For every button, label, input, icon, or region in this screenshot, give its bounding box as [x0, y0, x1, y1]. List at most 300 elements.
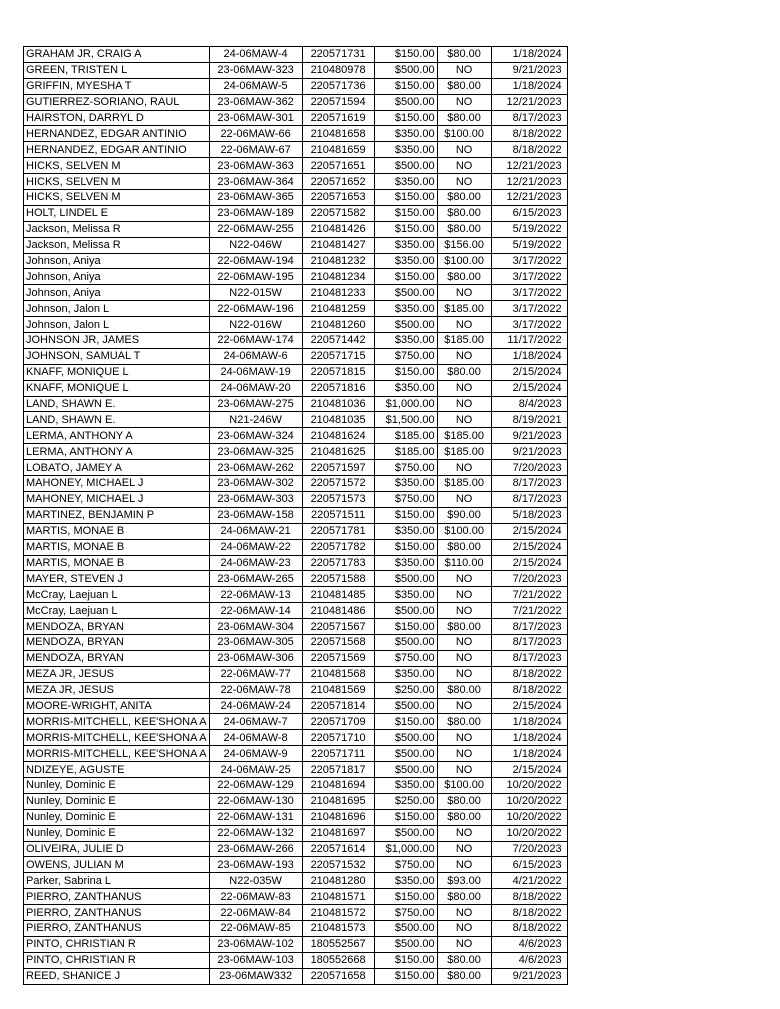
- date-cell: 1/18/2024: [491, 78, 567, 94]
- case-number-cell: 23-06MAW-324: [209, 428, 302, 444]
- case-number-cell: 23-06MAW-103: [209, 952, 302, 968]
- table-row: [24, 269, 568, 285]
- table-row: [24, 650, 568, 666]
- case-number-cell: 22-06MAW-13: [209, 587, 302, 603]
- date-cell: 8/17/2023: [491, 634, 567, 650]
- case-number-cell: 23-06MAW-262: [209, 460, 302, 476]
- name-cell: KNAFF, MONIQUE L: [24, 380, 210, 396]
- amount-cell: $750.00: [374, 491, 437, 507]
- table-row: [24, 158, 568, 174]
- account-number-cell: 220571653: [302, 190, 374, 206]
- case-number-cell: 23-06MAW-193: [209, 857, 302, 873]
- case-number-cell: 22-06MAW-130: [209, 793, 302, 809]
- amount-cell: $1,000.00: [374, 396, 437, 412]
- name-cell: MORRIS-MITCHELL, KEE'SHONA A: [24, 714, 210, 730]
- fee-cell: $90.00: [437, 507, 491, 523]
- case-number-cell: 22-06MAW-132: [209, 825, 302, 841]
- case-number-cell: 22-06MAW-195: [209, 269, 302, 285]
- case-number-cell: 24-06MAW-19: [209, 364, 302, 380]
- table-row: [24, 905, 568, 921]
- table-row: [24, 47, 568, 63]
- case-number-cell: N22-015W: [209, 285, 302, 301]
- date-cell: 7/21/2022: [491, 587, 567, 603]
- case-number-cell: 23-06MAW-158: [209, 507, 302, 523]
- table-row: [24, 603, 568, 619]
- name-cell: MARTIS, MONAE B: [24, 539, 210, 555]
- records-table: [23, 46, 568, 985]
- amount-cell: $500.00: [374, 746, 437, 762]
- case-number-cell: 23-06MAW-363: [209, 158, 302, 174]
- case-number-cell: 22-06MAW-84: [209, 905, 302, 921]
- case-number-cell: 22-06MAW-67: [209, 142, 302, 158]
- account-number-cell: 210481280: [302, 873, 374, 889]
- fee-cell: $80.00: [437, 539, 491, 555]
- account-number-cell: 210481568: [302, 666, 374, 682]
- case-number-cell: 23-06MAW-266: [209, 841, 302, 857]
- date-cell: 2/15/2024: [491, 364, 567, 380]
- account-number-cell: 210481624: [302, 428, 374, 444]
- amount-cell: $500.00: [374, 317, 437, 333]
- date-cell: 12/21/2023: [491, 190, 567, 206]
- account-number-cell: 210481697: [302, 825, 374, 841]
- amount-cell: $750.00: [374, 348, 437, 364]
- case-number-cell: 24-06MAW-21: [209, 523, 302, 539]
- account-number-cell: 220571597: [302, 460, 374, 476]
- table-row: [24, 253, 568, 269]
- table-row: [24, 444, 568, 460]
- amount-cell: $350.00: [374, 523, 437, 539]
- fee-cell: NO: [437, 285, 491, 301]
- date-cell: 2/15/2024: [491, 762, 567, 778]
- case-number-cell: 22-06MAW-174: [209, 333, 302, 349]
- case-number-cell: 23-06MAW-265: [209, 571, 302, 587]
- fee-cell: NO: [437, 317, 491, 333]
- account-number-cell: 220571573: [302, 491, 374, 507]
- fee-cell: $80.00: [437, 221, 491, 237]
- account-number-cell: 210481571: [302, 889, 374, 905]
- case-number-cell: 23-06MAW-362: [209, 94, 302, 110]
- table-row: [24, 587, 568, 603]
- case-number-cell: N21-246W: [209, 412, 302, 428]
- case-number-cell: 23-06MAW-325: [209, 444, 302, 460]
- amount-cell: $150.00: [374, 110, 437, 126]
- amount-cell: $500.00: [374, 936, 437, 952]
- amount-cell: $350.00: [374, 301, 437, 317]
- date-cell: 8/18/2022: [491, 126, 567, 142]
- table-row: [24, 825, 568, 841]
- table-row: [24, 412, 568, 428]
- name-cell: LERMA, ANTHONY A: [24, 428, 210, 444]
- amount-cell: $150.00: [374, 539, 437, 555]
- table-row: [24, 746, 568, 762]
- case-number-cell: 24-06MAW-8: [209, 730, 302, 746]
- fee-cell: NO: [437, 348, 491, 364]
- date-cell: 7/20/2023: [491, 571, 567, 587]
- case-number-cell: 22-06MAW-83: [209, 889, 302, 905]
- fee-cell: $100.00: [437, 523, 491, 539]
- amount-cell: $150.00: [374, 269, 437, 285]
- account-number-cell: 220571614: [302, 841, 374, 857]
- case-number-cell: 24-06MAW-4: [209, 47, 302, 63]
- table-row: [24, 507, 568, 523]
- account-number-cell: 210481260: [302, 317, 374, 333]
- date-cell: 8/18/2022: [491, 682, 567, 698]
- case-number-cell: N22-046W: [209, 237, 302, 253]
- date-cell: 10/20/2022: [491, 809, 567, 825]
- table-row: [24, 333, 568, 349]
- table-row: [24, 841, 568, 857]
- case-number-cell: N22-035W: [209, 873, 302, 889]
- fee-cell: NO: [437, 841, 491, 857]
- table-row: [24, 873, 568, 889]
- date-cell: 12/21/2023: [491, 94, 567, 110]
- date-cell: 7/20/2023: [491, 841, 567, 857]
- fee-cell: $80.00: [437, 110, 491, 126]
- table-row: [24, 936, 568, 952]
- date-cell: 8/18/2022: [491, 889, 567, 905]
- case-number-cell: 22-06MAW-85: [209, 920, 302, 936]
- name-cell: LAND, SHAWN E.: [24, 396, 210, 412]
- table-row: [24, 920, 568, 936]
- fee-cell: $80.00: [437, 682, 491, 698]
- amount-cell: $500.00: [374, 571, 437, 587]
- name-cell: MENDOZA, BRYAN: [24, 634, 210, 650]
- fee-cell: $80.00: [437, 78, 491, 94]
- name-cell: LOBATO, JAMEY A: [24, 460, 210, 476]
- fee-cell: NO: [437, 158, 491, 174]
- date-cell: 12/21/2023: [491, 158, 567, 174]
- date-cell: 8/17/2023: [491, 619, 567, 635]
- account-number-cell: 180552567: [302, 936, 374, 952]
- case-number-cell: 24-06MAW-7: [209, 714, 302, 730]
- name-cell: JOHNSON, SAMUAL T: [24, 348, 210, 364]
- name-cell: Johnson, Aniya: [24, 269, 210, 285]
- date-cell: 8/17/2023: [491, 650, 567, 666]
- date-cell: 1/18/2024: [491, 348, 567, 364]
- table-row: [24, 555, 568, 571]
- table-row: [24, 476, 568, 492]
- date-cell: 9/21/2023: [491, 428, 567, 444]
- account-number-cell: 210481572: [302, 905, 374, 921]
- table-row: [24, 190, 568, 206]
- table-row: [24, 126, 568, 142]
- table-row: [24, 221, 568, 237]
- date-cell: 8/18/2022: [491, 666, 567, 682]
- date-cell: 5/19/2022: [491, 237, 567, 253]
- fee-cell: NO: [437, 94, 491, 110]
- date-cell: 1/18/2024: [491, 746, 567, 762]
- date-cell: 9/21/2023: [491, 444, 567, 460]
- name-cell: GUTIERREZ-SORIANO, RAUL: [24, 94, 210, 110]
- fee-cell: $80.00: [437, 47, 491, 63]
- name-cell: OLIVEIRA, JULIE D: [24, 841, 210, 857]
- table-row: [24, 460, 568, 476]
- amount-cell: $500.00: [374, 825, 437, 841]
- table-row: [24, 62, 568, 78]
- name-cell: Johnson, Jalon L: [24, 317, 210, 333]
- account-number-cell: 220571814: [302, 698, 374, 714]
- case-number-cell: 23-06MAW-301: [209, 110, 302, 126]
- fee-cell: $185.00: [437, 444, 491, 460]
- amount-cell: $500.00: [374, 603, 437, 619]
- fee-cell: $80.00: [437, 619, 491, 635]
- amount-cell: $350.00: [374, 666, 437, 682]
- account-number-cell: 220571815: [302, 364, 374, 380]
- amount-cell: $1,500.00: [374, 412, 437, 428]
- name-cell: MORRIS-MITCHELL, KEE'SHONA A: [24, 730, 210, 746]
- account-number-cell: 210481569: [302, 682, 374, 698]
- date-cell: 12/21/2023: [491, 174, 567, 190]
- name-cell: OWENS, JULIAN M: [24, 857, 210, 873]
- account-number-cell: 220571715: [302, 348, 374, 364]
- amount-cell: $750.00: [374, 650, 437, 666]
- case-number-cell: 24-06MAW-9: [209, 746, 302, 762]
- name-cell: MENDOZA, BRYAN: [24, 650, 210, 666]
- name-cell: HERNANDEZ, EDGAR ANTINIO: [24, 126, 210, 142]
- table-row: [24, 142, 568, 158]
- fee-cell: $185.00: [437, 428, 491, 444]
- case-number-cell: 22-06MAW-194: [209, 253, 302, 269]
- name-cell: Johnson, Jalon L: [24, 301, 210, 317]
- table-row: [24, 237, 568, 253]
- account-number-cell: 220571532: [302, 857, 374, 873]
- fee-cell: NO: [437, 920, 491, 936]
- case-number-cell: 23-06MAW332: [209, 968, 302, 984]
- account-number-cell: 210481232: [302, 253, 374, 269]
- date-cell: 5/19/2022: [491, 221, 567, 237]
- name-cell: Johnson, Aniya: [24, 253, 210, 269]
- amount-cell: $350.00: [374, 873, 437, 889]
- fee-cell: $80.00: [437, 952, 491, 968]
- amount-cell: $150.00: [374, 190, 437, 206]
- fee-cell: NO: [437, 460, 491, 476]
- date-cell: 9/21/2023: [491, 62, 567, 78]
- account-number-cell: 210481426: [302, 221, 374, 237]
- name-cell: Nunley, Dominic E: [24, 793, 210, 809]
- amount-cell: $150.00: [374, 47, 437, 63]
- name-cell: McCray, Laejuan L: [24, 587, 210, 603]
- fee-cell: NO: [437, 62, 491, 78]
- date-cell: 3/17/2022: [491, 285, 567, 301]
- name-cell: GRAHAM JR, CRAIG A: [24, 47, 210, 63]
- table-row: [24, 396, 568, 412]
- case-number-cell: 24-06MAW-6: [209, 348, 302, 364]
- table-row: [24, 285, 568, 301]
- fee-cell: $100.00: [437, 253, 491, 269]
- name-cell: MARTIS, MONAE B: [24, 555, 210, 571]
- amount-cell: $150.00: [374, 889, 437, 905]
- date-cell: 9/21/2023: [491, 968, 567, 984]
- date-cell: 7/21/2022: [491, 603, 567, 619]
- account-number-cell: 210481695: [302, 793, 374, 809]
- table-row: [24, 698, 568, 714]
- table-row: [24, 730, 568, 746]
- date-cell: 3/17/2022: [491, 253, 567, 269]
- date-cell: 10/20/2022: [491, 793, 567, 809]
- case-number-cell: 22-06MAW-196: [209, 301, 302, 317]
- account-number-cell: 180552668: [302, 952, 374, 968]
- account-number-cell: 210481035: [302, 412, 374, 428]
- case-number-cell: 22-06MAW-131: [209, 809, 302, 825]
- name-cell: Jackson, Melissa R: [24, 237, 210, 253]
- amount-cell: $350.00: [374, 333, 437, 349]
- date-cell: 8/17/2023: [491, 491, 567, 507]
- fee-cell: $100.00: [437, 777, 491, 793]
- fee-cell: $80.00: [437, 889, 491, 905]
- amount-cell: $750.00: [374, 905, 437, 921]
- name-cell: MAHONEY, MICHAEL J: [24, 491, 210, 507]
- amount-cell: $350.00: [374, 174, 437, 190]
- table-row: [24, 666, 568, 682]
- table-row: [24, 777, 568, 793]
- account-number-cell: 220571619: [302, 110, 374, 126]
- amount-cell: $350.00: [374, 142, 437, 158]
- name-cell: HICKS, SELVEN M: [24, 174, 210, 190]
- amount-cell: $500.00: [374, 94, 437, 110]
- name-cell: Johnson, Aniya: [24, 285, 210, 301]
- amount-cell: $185.00: [374, 428, 437, 444]
- account-number-cell: 210480978: [302, 62, 374, 78]
- table-row: [24, 619, 568, 635]
- fee-cell: NO: [437, 491, 491, 507]
- amount-cell: $150.00: [374, 714, 437, 730]
- fee-cell: NO: [437, 396, 491, 412]
- fee-cell: $80.00: [437, 190, 491, 206]
- amount-cell: $250.00: [374, 682, 437, 698]
- account-number-cell: 220571710: [302, 730, 374, 746]
- account-number-cell: 210481233: [302, 285, 374, 301]
- name-cell: MORRIS-MITCHELL, KEE'SHONA A: [24, 746, 210, 762]
- date-cell: 3/17/2022: [491, 317, 567, 333]
- fee-cell: $80.00: [437, 968, 491, 984]
- case-number-cell: 22-06MAW-129: [209, 777, 302, 793]
- table-row: [24, 571, 568, 587]
- account-number-cell: 210481485: [302, 587, 374, 603]
- table-row: [24, 94, 568, 110]
- account-number-cell: 220571817: [302, 762, 374, 778]
- fee-cell: $80.00: [437, 714, 491, 730]
- amount-cell: $250.00: [374, 793, 437, 809]
- amount-cell: $150.00: [374, 809, 437, 825]
- fee-cell: $156.00: [437, 237, 491, 253]
- table-row: [24, 348, 568, 364]
- date-cell: 8/4/2023: [491, 396, 567, 412]
- account-number-cell: 220571709: [302, 714, 374, 730]
- amount-cell: $500.00: [374, 285, 437, 301]
- date-cell: 8/17/2023: [491, 476, 567, 492]
- fee-cell: NO: [437, 142, 491, 158]
- account-number-cell: 220571731: [302, 47, 374, 63]
- name-cell: HICKS, SELVEN M: [24, 190, 210, 206]
- amount-cell: $150.00: [374, 221, 437, 237]
- name-cell: HAIRSTON, DARRYL D: [24, 110, 210, 126]
- account-number-cell: 210481234: [302, 269, 374, 285]
- case-number-cell: 22-06MAW-66: [209, 126, 302, 142]
- fee-cell: $80.00: [437, 269, 491, 285]
- account-number-cell: 210481427: [302, 237, 374, 253]
- table-row: [24, 968, 568, 984]
- amount-cell: $350.00: [374, 126, 437, 142]
- amount-cell: $350.00: [374, 476, 437, 492]
- name-cell: PIERRO, ZANTHANUS: [24, 905, 210, 921]
- name-cell: PIERRO, ZANTHANUS: [24, 920, 210, 936]
- date-cell: 1/18/2024: [491, 714, 567, 730]
- date-cell: 2/15/2024: [491, 555, 567, 571]
- table-row: [24, 428, 568, 444]
- case-number-cell: 23-06MAW-364: [209, 174, 302, 190]
- date-cell: 1/18/2024: [491, 47, 567, 63]
- date-cell: 7/20/2023: [491, 460, 567, 476]
- case-number-cell: 23-06MAW-275: [209, 396, 302, 412]
- table-row: [24, 793, 568, 809]
- fee-cell: NO: [437, 905, 491, 921]
- amount-cell: $150.00: [374, 507, 437, 523]
- name-cell: PINTO, CHRISTIAN R: [24, 952, 210, 968]
- amount-cell: $150.00: [374, 364, 437, 380]
- case-number-cell: N22-016W: [209, 317, 302, 333]
- date-cell: 11/17/2022: [491, 333, 567, 349]
- fee-cell: $110.00: [437, 555, 491, 571]
- amount-cell: $150.00: [374, 619, 437, 635]
- amount-cell: $500.00: [374, 698, 437, 714]
- case-number-cell: 23-06MAW-102: [209, 936, 302, 952]
- amount-cell: $350.00: [374, 380, 437, 396]
- fee-cell: NO: [437, 650, 491, 666]
- date-cell: 3/17/2022: [491, 269, 567, 285]
- account-number-cell: 220571567: [302, 619, 374, 635]
- fee-cell: $93.00: [437, 873, 491, 889]
- table-row: [24, 889, 568, 905]
- fee-cell: NO: [437, 380, 491, 396]
- table-row: [24, 317, 568, 333]
- fee-cell: $185.00: [437, 301, 491, 317]
- fee-cell: NO: [437, 730, 491, 746]
- fee-cell: $185.00: [437, 333, 491, 349]
- date-cell: 8/18/2022: [491, 920, 567, 936]
- amount-cell: $350.00: [374, 237, 437, 253]
- account-number-cell: 210481696: [302, 809, 374, 825]
- fee-cell: NO: [437, 603, 491, 619]
- fee-cell: NO: [437, 936, 491, 952]
- case-number-cell: 23-06MAW-306: [209, 650, 302, 666]
- name-cell: HICKS, SELVEN M: [24, 158, 210, 174]
- date-cell: 2/15/2024: [491, 539, 567, 555]
- name-cell: MOORE-WRIGHT, ANITA: [24, 698, 210, 714]
- account-number-cell: 210481625: [302, 444, 374, 460]
- table-row: [24, 809, 568, 825]
- date-cell: 10/20/2022: [491, 777, 567, 793]
- account-number-cell: 220571652: [302, 174, 374, 190]
- fee-cell: NO: [437, 412, 491, 428]
- table-row: [24, 682, 568, 698]
- name-cell: HOLT, LINDEL E: [24, 205, 210, 221]
- fee-cell: $100.00: [437, 126, 491, 142]
- amount-cell: $500.00: [374, 62, 437, 78]
- name-cell: KNAFF, MONIQUE L: [24, 364, 210, 380]
- case-number-cell: 22-06MAW-14: [209, 603, 302, 619]
- amount-cell: $150.00: [374, 968, 437, 984]
- name-cell: Jackson, Melissa R: [24, 221, 210, 237]
- name-cell: Nunley, Dominic E: [24, 777, 210, 793]
- case-number-cell: 23-06MAW-189: [209, 205, 302, 221]
- fee-cell: $80.00: [437, 364, 491, 380]
- account-number-cell: 220571711: [302, 746, 374, 762]
- name-cell: MEZA JR, JESUS: [24, 682, 210, 698]
- name-cell: MEZA JR, JESUS: [24, 666, 210, 682]
- table-row: [24, 634, 568, 650]
- name-cell: MENDOZA, BRYAN: [24, 619, 210, 635]
- fee-cell: $80.00: [437, 793, 491, 809]
